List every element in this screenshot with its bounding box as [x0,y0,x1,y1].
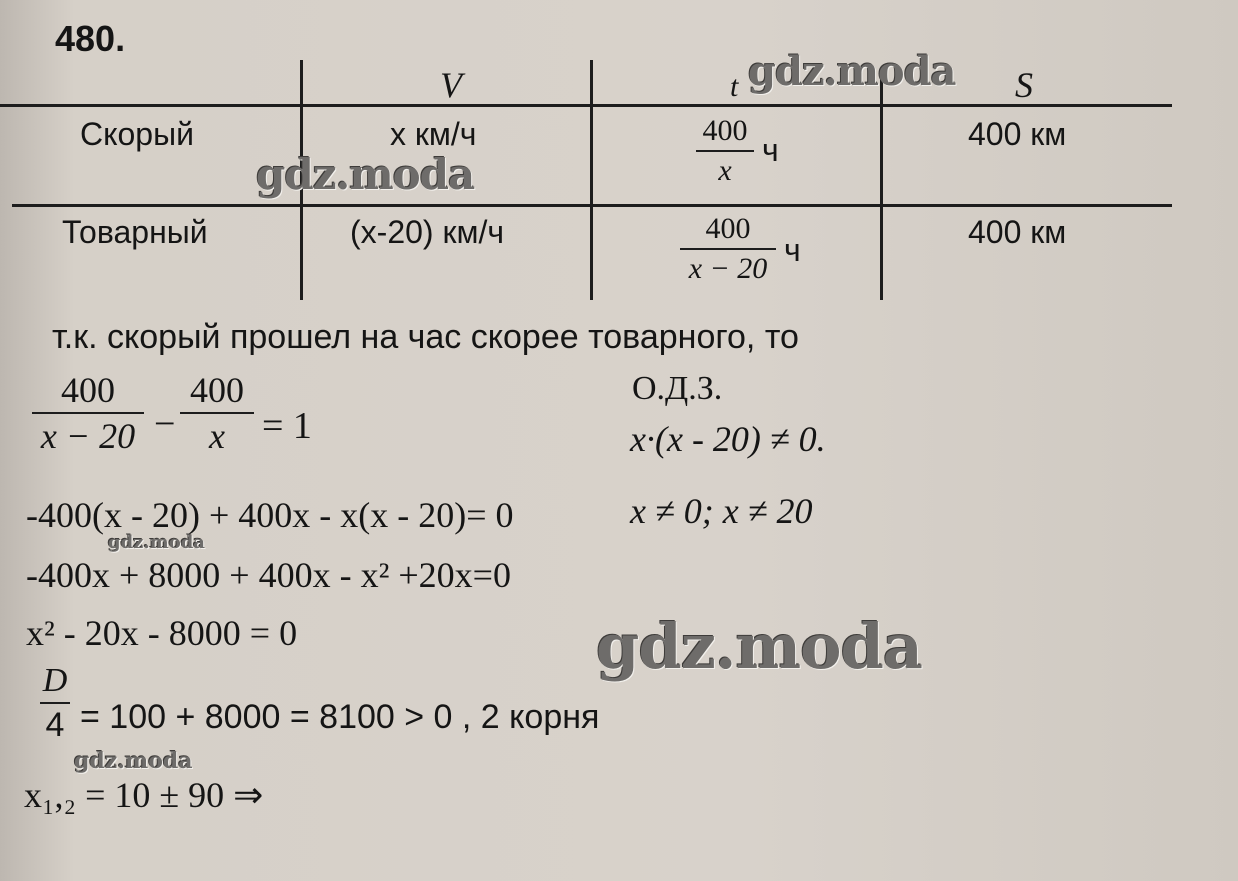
table-header-line [0,104,1172,107]
row-speed-freight: (x-20) км/ч [350,214,505,250]
roots-line: x₁,₂ = 10 ± 90 ⇒ [24,775,264,815]
explanation-text: т.к. скорый прошел на час скорее товарного, то [52,318,799,356]
discriminant-fraction [40,664,70,742]
minus-sign: − [154,403,176,445]
odz-line-1: x·(x - 20) ≠ 0. [630,419,826,459]
row-speed-fast: x км/ч [390,116,477,152]
table-col-divider [590,60,593,300]
equation-rhs: = 1 [262,405,312,447]
time-fraction-freight [680,214,776,284]
table-col-divider [880,75,883,300]
discriminant-value: = 100 + 8000 = 8100 > 0 , 2 корня [80,698,600,736]
fraction-bar [680,248,776,250]
odz-line-2: x ≠ 0; x ≠ 20 [630,491,813,531]
time-numerator: 400 [705,212,751,245]
watermark: gdz.moda [748,48,956,95]
odz-title: О.Д.З. [632,370,723,407]
time-denominator: x − 20 [688,252,768,285]
fraction-bar [696,150,754,152]
numerator: D [42,662,68,699]
time-fraction-fast [696,116,754,186]
problem-number: 480. [55,18,126,59]
time-denominator: x [718,154,732,187]
watermark: gdz.moda [596,610,922,683]
time-numerator: 400 [702,114,748,147]
numerator: 400 [190,370,244,410]
fraction-bar [32,412,144,414]
header-s: S [1015,65,1033,105]
watermark: gdz.moda [108,532,205,553]
watermark: gdz.moda [256,150,475,199]
row-distance-fast: 400 км [968,116,1067,152]
fraction-1 [32,372,144,454]
row-name-fast: Скорый [80,116,194,152]
row-distance-freight: 400 км [968,214,1067,250]
fraction-bar [40,702,70,704]
step-line-1: -400(x - 20) + 400x - x(x - 20)= 0 [26,495,514,535]
watermark: gdz.moda [74,748,193,774]
step-line-2: -400x + 8000 + 400x - x² +20x=0 [26,555,511,595]
denominator: x [209,416,225,456]
header-t: t [730,70,739,103]
denominator: x − 20 [40,416,136,456]
fraction-bar [180,412,254,414]
row-name-freight: Товарный [62,214,208,250]
header-v: V [440,65,462,105]
time-unit: ч [762,132,779,168]
step-line-3: x² - 20x - 8000 = 0 [26,613,298,653]
numerator: 400 [61,370,115,410]
fraction-2 [180,372,254,454]
time-unit: ч [784,232,801,268]
denominator: 4 [45,706,65,744]
